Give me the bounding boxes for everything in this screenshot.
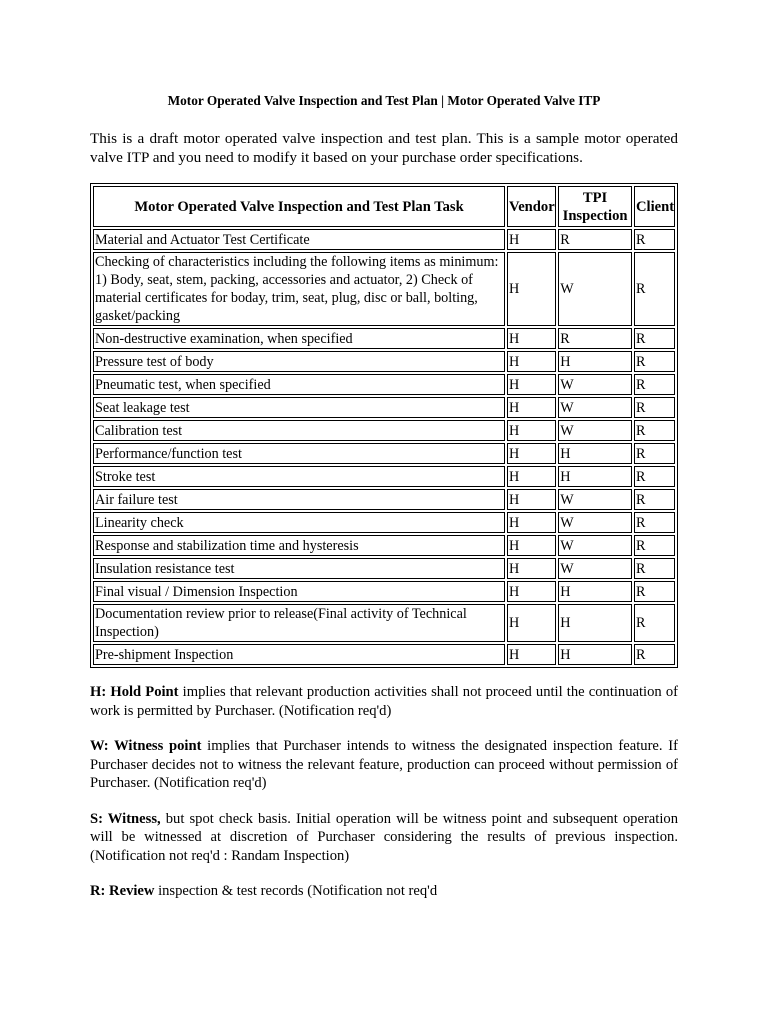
table-row (93, 466, 675, 487)
table-row (93, 558, 675, 579)
table-row (93, 604, 675, 642)
table-row (93, 644, 675, 665)
table-row (93, 420, 675, 441)
cell-client: R (634, 420, 675, 441)
cell-client: R (634, 229, 675, 250)
table-row (93, 581, 675, 602)
cell-task: Documentation review prior to release(Final activity of Technical Inspection) (93, 604, 505, 642)
table-row (93, 512, 675, 533)
cell-tpi: H (558, 466, 632, 487)
cell-tpi: W (558, 374, 632, 395)
table-header-row (93, 186, 675, 227)
cell-vendor: H (507, 581, 556, 602)
cell-vendor: H (507, 466, 556, 487)
table-row (93, 535, 675, 556)
cell-vendor: H (507, 252, 556, 326)
cell-vendor: H (507, 644, 556, 665)
cell-client: R (634, 351, 675, 372)
legend-note (90, 882, 678, 901)
legend-text: implies that relevant production activities shall not proceed until the continuation of work is permitted by Purchaser. (Notification req'd) (90, 684, 678, 719)
cell-vendor: H (507, 512, 556, 533)
legend-term: W: Witness point (90, 738, 202, 754)
cell-tpi: R (558, 328, 632, 349)
cell-task: Linearity check (93, 512, 505, 533)
cell-tpi: W (558, 420, 632, 441)
cell-task: Insulation resistance test (93, 558, 505, 579)
cell-vendor: H (507, 374, 556, 395)
cell-client: R (634, 328, 675, 349)
legend-term: H: Hold Point (90, 684, 179, 700)
table-row (93, 351, 675, 372)
cell-task: Material and Actuator Test Certificate (93, 229, 505, 250)
cell-vendor: H (507, 443, 556, 464)
legend-note (90, 683, 678, 720)
header-client: Client (634, 186, 675, 227)
cell-vendor: H (507, 489, 556, 510)
header-task: Motor Operated Valve Inspection and Test Plan Task (93, 186, 505, 227)
cell-tpi: W (558, 558, 632, 579)
cell-client: R (634, 489, 675, 510)
cell-task: Pneumatic test, when specified (93, 374, 505, 395)
cell-client: R (634, 535, 675, 556)
cell-tpi: H (558, 644, 632, 665)
cell-tpi: H (558, 443, 632, 464)
cell-task: Seat leakage test (93, 397, 505, 418)
cell-client: R (634, 443, 675, 464)
cell-tpi: W (558, 535, 632, 556)
cell-task: Final visual / Dimension Inspection (93, 581, 505, 602)
cell-client: R (634, 374, 675, 395)
table-row (93, 489, 675, 510)
table-row (93, 443, 675, 464)
cell-client: R (634, 512, 675, 533)
table-row (93, 328, 675, 349)
legend-term: R: Review (90, 883, 155, 899)
cell-vendor: H (507, 420, 556, 441)
cell-task: Checking of characteristics including the following items as minimum: 1) Body, seat, stem, packing, accessories and actuator, 2) Check of material certificates for boday, trim, seat, plug, disc or ball, bolting, gasket/packing (93, 252, 505, 326)
legend-note (90, 810, 678, 866)
cell-tpi: R (558, 229, 632, 250)
table-row (93, 397, 675, 418)
legend-text: but spot check basis. Initial operation will be witness point and subsequent operation will be witnessed at discretion of Purchaser considering the results of previous inspection. (Notification not req'd : Randam Inspection) (90, 810, 678, 864)
cell-client: R (634, 644, 675, 665)
legend-note (90, 737, 678, 793)
table-row (93, 229, 675, 250)
cell-task: Calibration test (93, 420, 505, 441)
cell-vendor: H (507, 558, 556, 579)
legend-text: implies that Purchaser intends to witness the designated inspection feature. If Purchaser decides not to witness the relevant feature, production can proceed without permission of Purchaser. (Notification req'd) (90, 738, 678, 791)
cell-tpi: W (558, 397, 632, 418)
cell-client: R (634, 558, 675, 579)
itp-table (90, 183, 678, 668)
cell-client: R (634, 397, 675, 418)
cell-vendor: H (507, 351, 556, 372)
cell-vendor: H (507, 229, 556, 250)
cell-tpi: W (558, 252, 632, 326)
cell-tpi: H (558, 604, 632, 642)
cell-client: R (634, 466, 675, 487)
legend-text: inspection & test records (Notification not req'd (154, 883, 438, 899)
cell-task: Stroke test (93, 466, 505, 487)
intro-paragraph: This is a draft motor operated valve inspection and test plan. This is a sample motor operated valve ITP and you need to modify it based on your purchase order specifications. (90, 130, 678, 166)
cell-vendor: H (507, 328, 556, 349)
legend-term: S: Witness, (90, 810, 161, 827)
cell-tpi: W (558, 512, 632, 533)
cell-tpi: H (558, 351, 632, 372)
legend-notes (90, 683, 678, 918)
cell-vendor: H (507, 604, 556, 642)
cell-task: Pre-shipment Inspection (93, 644, 505, 665)
cell-vendor: H (507, 535, 556, 556)
cell-task: Pressure test of body (93, 351, 505, 372)
cell-client: R (634, 604, 675, 642)
cell-client: R (634, 581, 675, 602)
cell-vendor: H (507, 397, 556, 418)
header-vendor: Vendor (507, 186, 556, 227)
table-row (93, 252, 675, 326)
cell-tpi: H (558, 581, 632, 602)
table-row (93, 374, 675, 395)
cell-client: R (634, 252, 675, 326)
cell-tpi: W (558, 489, 632, 510)
page-title: Motor Operated Valve Inspection and Test Plan | Motor Operated Valve ITP (167, 93, 601, 108)
header-tpi: TPI Inspection (558, 186, 632, 227)
cell-task: Performance/function test (93, 443, 505, 464)
cell-task: Air failure test (93, 489, 505, 510)
cell-task: Non-destructive examination, when specified (93, 328, 505, 349)
cell-task: Response and stabilization time and hysteresis (93, 535, 505, 556)
